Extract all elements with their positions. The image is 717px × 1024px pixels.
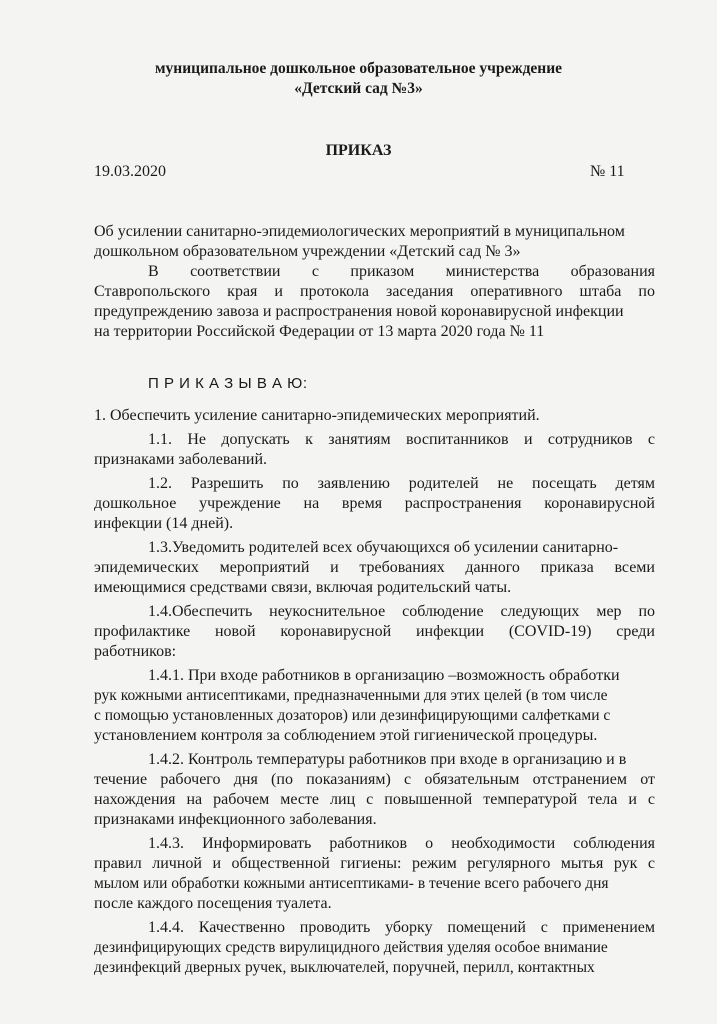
item-1-4-1-line1: 1.4.1. При входе работников в организацию –возможность обработки bbox=[148, 667, 620, 684]
item-1-4-4-line1: 1.4.4. Качественно проводить уборку помещений с применением bbox=[148, 919, 655, 936]
item-1-4-2-line4: признаками инфекционного заболевания. bbox=[94, 811, 377, 828]
item-1-4-3-line1: 1.4.3. Информировать работников о необходимости соблюдения bbox=[148, 835, 655, 852]
document-title: ПРИКАЗ bbox=[325, 142, 392, 159]
org-name-line1: муниципальное дошкольное образовательное учреждение bbox=[154, 60, 563, 77]
subject-line2: дошкольном образовательном учреждении «Детский сад № 3» bbox=[94, 243, 521, 260]
item-1-3-line3: имеющимися средствами связи, включая родительский чаты. bbox=[94, 579, 512, 596]
item-1-4-line1: 1.4.Обеспечить неукоснительное соблюдение следующих мер по bbox=[148, 603, 655, 620]
item-1-3-line1: 1.3.Уведомить родителей всех обучающихся об усилении санитарно- bbox=[148, 539, 619, 556]
item-1-4-1-line2: рук кожными антисептиками, предназначенными для этих целей (в том числе bbox=[94, 687, 608, 704]
item-1-3-line2: эпидемических мероприятий и требованиях данного приказа всеми bbox=[94, 559, 655, 576]
preamble-line2: Ставропольского края и протокола заседания оперативного штаба по bbox=[94, 283, 655, 300]
order-date: 19.03.2020 bbox=[94, 163, 166, 180]
item-1-4-1-line3: с помощью установленных дозаторов) или дезинфицирующими салфетками с bbox=[94, 707, 611, 724]
item-1-4-4-line2: дезинфицирующих средств вирулицидного действия уделяя особое внимание bbox=[94, 939, 608, 956]
item-1-4-2-line3: нахождения на рабочем месте лиц с повышенной температурой тела и с bbox=[94, 791, 655, 808]
item-1-4-3-line2: правил личной и общественной гигиены: режим регулярного мытья рук с bbox=[94, 855, 655, 872]
item-1-2-line1: 1.2. Разрешить по заявлению родителей не посещать детям bbox=[148, 475, 655, 492]
preamble-line4: на территории Российской Федерации от 13 марта 2020 года № 11 bbox=[94, 323, 545, 340]
item-1-4-2-line2: течение рабочего дня (по показаниям) с обязательным отстранением от bbox=[94, 771, 655, 788]
subject-line1: Об усилении санитарно-эпидемиологических мероприятий в муниципальном bbox=[94, 223, 625, 240]
item-1-2-line3: инфекции (14 дней). bbox=[94, 515, 234, 532]
order-number: № 11 bbox=[590, 163, 625, 180]
preamble-line1: В соответствии с приказом министерства образования bbox=[148, 263, 655, 280]
item-1-4-4-line3: дезинфекций дверных ручек, выключателей, поручней, перилл, контактных bbox=[94, 959, 595, 976]
preamble-line3: предупреждению завоза и распространения новой коронавирусной инфекции bbox=[94, 303, 624, 320]
item-1-4-3-line3: мылом или обработки кожными антисептиками- в течение всего рабочего дня bbox=[94, 875, 609, 892]
item-1-4-2-line1: 1.4.2. Контроль температуры работников при входе в организацию и в bbox=[148, 751, 627, 768]
order-heading: П Р И К А З Ы В А Ю: bbox=[148, 375, 308, 392]
org-name-line2: «Детский сад №3» bbox=[294, 80, 423, 97]
item-1-2-line2: дошкольное учреждение на время распространения коронавирусной bbox=[94, 495, 655, 512]
item-1-4-1-line4: установлением контроля за соблюдением этой гигиенической процедуры. bbox=[94, 727, 598, 744]
item-1-1-line1: 1.1. Не допускать к занятиям воспитанников и сотрудников с bbox=[148, 431, 655, 448]
item-1: 1. Обеспечить усиление санитарно-эпидемических мероприятий. bbox=[94, 407, 540, 424]
item-1-1-line2: признаками заболеваний. bbox=[94, 451, 267, 468]
item-1-4-line2: профилактике новой коронавирусной инфекции (COVID-19) среди bbox=[94, 623, 655, 640]
item-1-4-3-line4: после каждого посещения туалета. bbox=[94, 895, 332, 912]
item-1-4-line3: работников: bbox=[94, 643, 177, 660]
